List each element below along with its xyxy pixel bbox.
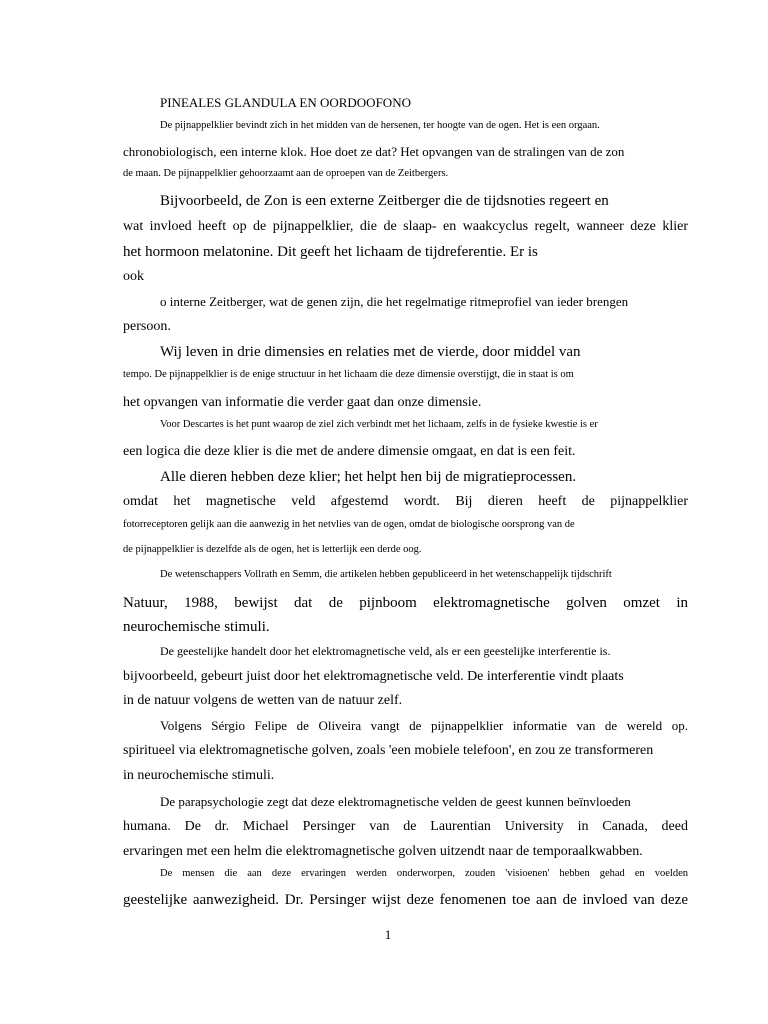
- text-line: ervaringen met een helm die elektromagnetische golven uitzendt naar de temporaalkwabben.: [123, 844, 643, 859]
- text-line: het hormoon melatonine. Dit geeft het lichaam de tijdreferentie. Er is: [123, 244, 538, 260]
- text-line: Voor Descartes is het punt waarop de ziel zich verbindt met het lichaam, zelfs in de fysieke kwestie is er: [160, 419, 598, 430]
- text-line: Wij leven in drie dimensies en relaties met de vierde, door middel van: [160, 344, 581, 360]
- text-line: Bijvoorbeeld, de Zon is een externe Zeitberger die de tijdsnoties regeert en: [160, 193, 609, 209]
- text-line: geestelijke aanwezigheid. Dr. Persinger wijst deze fenomenen toe aan de invloed van deze: [123, 892, 688, 908]
- text-line: De pijnappelklier bevindt zich in het midden van de hersenen, ter hoogte van de ogen. Het is een orgaan.: [160, 120, 600, 131]
- text-line: tempo. De pijnappelklier is de enige structuur in het lichaam die deze dimensie overstijgt, die in staat is om: [123, 369, 574, 380]
- text-line: de pijnappelklier is dezelfde als de ogen, het is letterlijk een derde oog.: [123, 544, 422, 555]
- text-line: De mensen die aan deze ervaringen werden onderworpen, zouden 'visioenen' hebben gehad en voelden: [160, 868, 688, 879]
- text-line: De geestelijke handelt door het elektromagnetische veld, als er een geestelijke interferentie is.: [160, 644, 611, 658]
- text-line: bijvoorbeeld, gebeurt juist door het elektromagnetische veld. De interferentie vindt plaats: [123, 669, 624, 684]
- text-line: Natuur, 1988, bewijst dat de pijnboom elektromagnetische golven omzet in: [123, 595, 688, 611]
- text-line: een logica die deze klier is die met de andere dimensie omgaat, en dat is een feit.: [123, 444, 576, 459]
- text-line: in de natuur volgens de wetten van de natuur zelf.: [123, 693, 403, 708]
- text-line: omdat het magnetische veld afgestemd wordt. Bij dieren heeft de pijnappelklier: [123, 494, 688, 509]
- text-line: humana. De dr. Michael Persinger van de Laurentian University in Canada, deed: [123, 819, 688, 834]
- document-title: PINEALES GLANDULA EN OORDOOFONO: [160, 95, 411, 110]
- text-line: fotorreceptoren gelijk aan die aanwezig in het netvlies van de ogen, omdat de biologische oorsprong van de: [123, 519, 575, 530]
- text-line: Volgens Sérgio Felipe de Oliveira vangt de pijnappelklier informatie van de wereld op.: [160, 718, 688, 733]
- text-line: neurochemische stimuli.: [123, 619, 270, 635]
- text-line: spiritueel via elektromagnetische golven, zoals 'een mobiele telefoon', en zou ze transformeren: [123, 743, 654, 758]
- text-line: chronobiologisch, een interne klok. Hoe doet ze dat? Het opvangen van de stralingen van de zon: [123, 144, 625, 159]
- text-line: Alle dieren hebben deze klier; het helpt hen bij de migratieprocessen.: [160, 469, 577, 485]
- text-line: wat invloed heeft op de pijnappelklier, die de slaap- en waakcyclus regelt, wanneer deze klier: [123, 219, 688, 234]
- page-number: 1: [384, 927, 392, 942]
- text-line: de maan. De pijnappelklier gehoorzaamt aan de oproepen van de Zeitbergers.: [123, 168, 449, 179]
- text-line: o interne Zeitberger, wat de genen zijn, die het regelmatige ritmeprofiel van ieder brengen: [160, 294, 629, 309]
- text-line: het opvangen van informatie die verder gaat dan onze dimensie.: [123, 395, 482, 410]
- text-line: in neurochemische stimuli.: [123, 768, 275, 783]
- text-line: persoon.: [123, 319, 171, 334]
- text-line: ook: [123, 269, 144, 284]
- text-line: De wetenschappers Vollrath en Semm, die artikelen hebben gepubliceerd in het wetenschappelijk tijdschrift: [160, 569, 612, 580]
- text-line: De parapsychologie zegt dat deze elektromagnetische velden de geest kunnen beïnvloeden: [160, 794, 631, 809]
